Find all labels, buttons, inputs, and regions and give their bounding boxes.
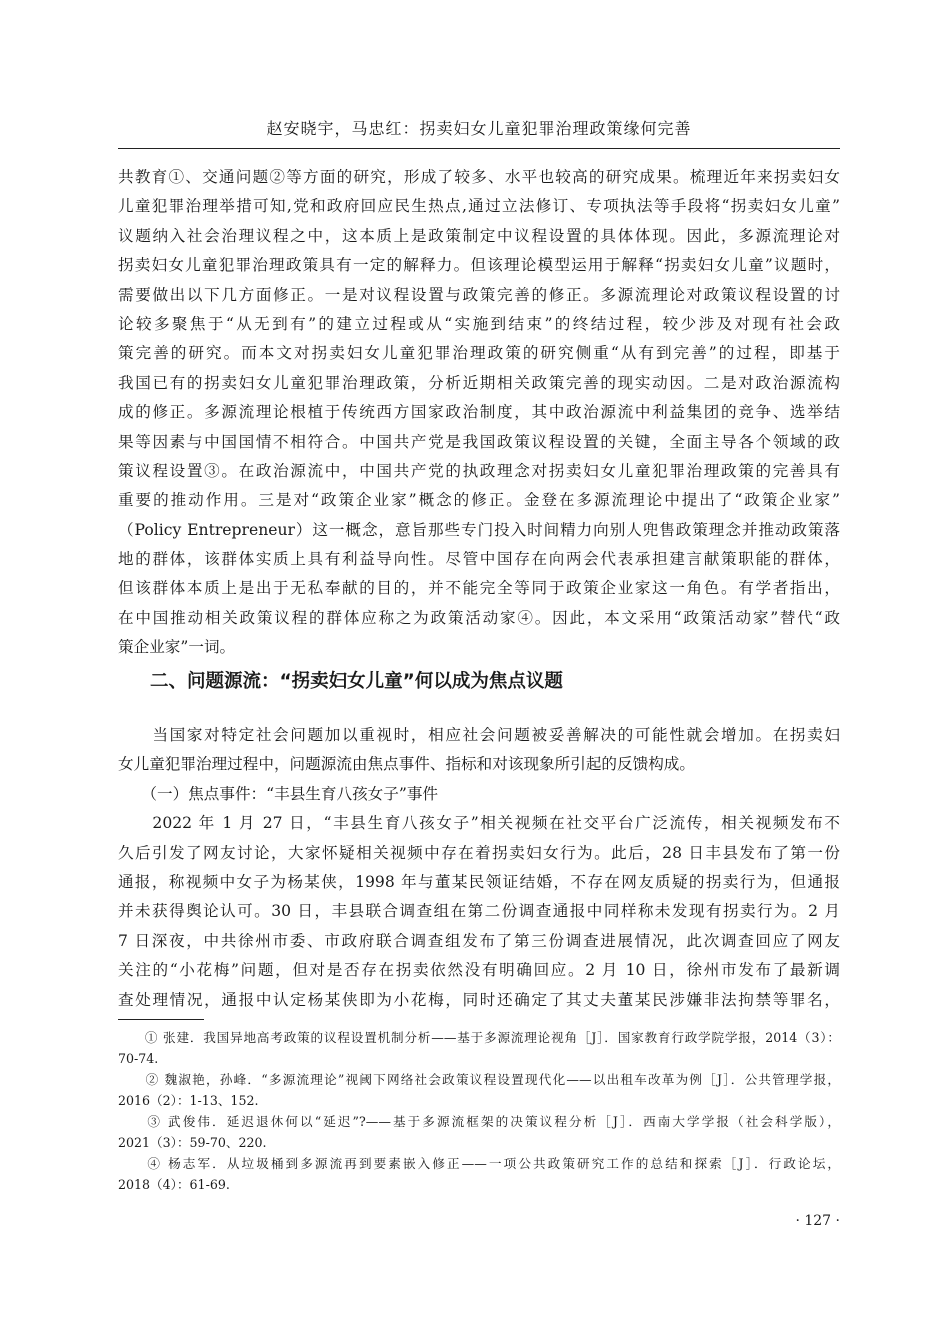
header-rule — [118, 148, 840, 149]
text-line: 久后引发了网友讨论，大家怀疑相关视频中存在着拐卖妇女行为。此后，28 日丰县发布了第一份 — [118, 843, 840, 862]
footnotes — [118, 1027, 840, 1195]
page-number: · 127 · — [795, 1213, 840, 1229]
text-line: 果等因素与中国国情不相符合。中国共产党是我国政策议程设置的关键，全面主导各个领域的政 — [118, 432, 840, 451]
text-line: 女儿童犯罪治理过程中，问题源流由焦点事件、指标和对该现象所引起的反馈构成。 — [118, 755, 695, 774]
text-line: 成的修正。多源流理论根植于传统西方国家政治制度，其中政治源流中利益集团的竞争、选举结 — [118, 403, 840, 422]
text-line: 策完善的研究。而本文对拐卖妇女儿童犯罪治理政策的研究侧重“从有到完善”的过程，即基于 — [118, 344, 840, 363]
section-body — [118, 721, 840, 1015]
text-line: 儿童犯罪治理举措可知,党和政府回应民生热点,通过立法修订、专项执法等手段将“拐卖妇女儿童” — [118, 197, 840, 216]
paragraph-theory-revision — [118, 163, 840, 663]
footnote-1: ① 张建．我国异地高考政策的议程设置机制分析——基于多源流理论视角［J］．国家教育行政学院学报，2014（3）： — [118, 1030, 840, 1045]
section-heading: 二、问题源流：“拐卖妇女儿童”何以成为焦点议题 — [150, 671, 563, 692]
text-line: 策议程设置③。在政治源流中，中国共产党的执政理念对拐卖妇女儿童犯罪治理政策的完善具有 — [118, 461, 840, 480]
text-line: 但该群体本质上是出于无私奉献的目的，并不能完全等同于政策企业家这一角色。有学者指出， — [118, 579, 840, 598]
footnote-4-cont: 2018（4）：61-69. — [118, 1177, 230, 1192]
text-line: 重要的推动作用。三是对“政策企业家”概念的修正。金登在多源流理论中提出了“政策企业家” — [118, 491, 840, 510]
footnote-1-cont: 70-74. — [118, 1051, 159, 1066]
text-line: 策企业家”一词。 — [118, 638, 236, 657]
footnote-2-cont: 2016（2）：1-13、152. — [118, 1093, 259, 1108]
footnote-2: ② 魏淑艳，孙峰．“多源流理论”视阈下网络社会政策议程设置现代化——以出租车改革为例［J］．公共管理学报， — [118, 1072, 840, 1087]
footnote-4: ④ 杨志军．从垃圾桶到多源流再到要素嵌入修正——一项公共政策研究工作的总结和探索［J］．行政论坛， — [118, 1156, 840, 1171]
text-line: 我国已有的拐卖妇女儿童犯罪治理政策，分析近期相关政策完善的现实动因。二是对政治源流构 — [118, 373, 840, 392]
text-line: 查处理情况，通报中认定杨某侠即为小花梅，同时还确定了其丈夫董某民涉嫌非法拘禁等罪名， — [118, 990, 840, 1009]
footnote-rule — [118, 1019, 204, 1020]
text-line: 共教育①、交通问题②等方面的研究，形成了较多、水平也较高的研究成果。梳理近年来拐卖妇女 — [118, 168, 840, 186]
text-line: 通报，称视频中女子为杨某侠，1998 年与董某民领证结婚，不存在网友质疑的拐卖行为，但通报 — [118, 872, 840, 891]
text-line: 并未获得舆论认可。30 日，丰县联合调查组在第二份调查通报中同样称未发现有拐卖行为。2 月 — [118, 902, 840, 921]
footnote-3-cont: 2021（3）：59-70、220. — [118, 1135, 267, 1150]
text-line: 7 日深夜，中共徐州市委、市政府联合调查组发布了第三份调查进展情况，此次调查回应了网友 — [118, 931, 840, 950]
text-line: （Policy Entrepreneur）这一概念，意旨那些专门投入时间精力向别人兜售政策理念并推动政策落 — [118, 520, 840, 539]
subheading: （一）焦点事件：“丰县生育八孩女子”事件 — [118, 784, 439, 803]
text-line: 议题纳入社会治理议程之中，这本质上是政策制定中议程设置的具体体现。因此，多源流理论对 — [118, 226, 840, 245]
text-line: 论较多聚焦于“从无到有”的建立过程或从“实施到结束”的终结过程，较少涉及对现有社会政 — [118, 314, 840, 333]
text-line: 关注的“小花梅”问题，但对是否存在拐卖依然没有明确回应。2 月 10 日，徐州市发布了最新调 — [118, 961, 840, 980]
running-head: 赵安晓宇，马忠红：拐卖妇女儿童犯罪治理政策缘何完善 — [266, 119, 692, 138]
text-line: 拐卖妇女儿童犯罪治理政策具有一定的解释力。但该理论模型运用于解释“拐卖妇女儿童”议题时， — [118, 256, 840, 275]
text-line: 地的群体，该群体实质上具有利益导向性。尽管中国存在向两会代表承担建言献策职能的群体， — [118, 550, 840, 569]
text-line: 在中国推动相关政策议程的群体应称之为政策活动家④。因此，本文采用“政策活动家”替代“政 — [118, 608, 840, 627]
text-line: 2022 年 1 月 27 日，“丰县生育八孩女子”相关视频在社交平台广泛流传，相关视频发布不 — [118, 814, 840, 833]
text-line: 当国家对特定社会问题加以重视时，相应社会问题被妥善解决的可能性就会增加。在拐卖妇 — [118, 726, 840, 744]
footnote-3: ③ 武俊伟．延迟退休何以“延迟”?——基于多源流框架的决策议程分析［J］．西南大学学报（社会科学版）， — [118, 1114, 840, 1129]
text-line: 需要做出以下几方面修正。一是对议程设置与政策完善的修正。多源流理论对政策议程设置的讨 — [118, 285, 840, 304]
